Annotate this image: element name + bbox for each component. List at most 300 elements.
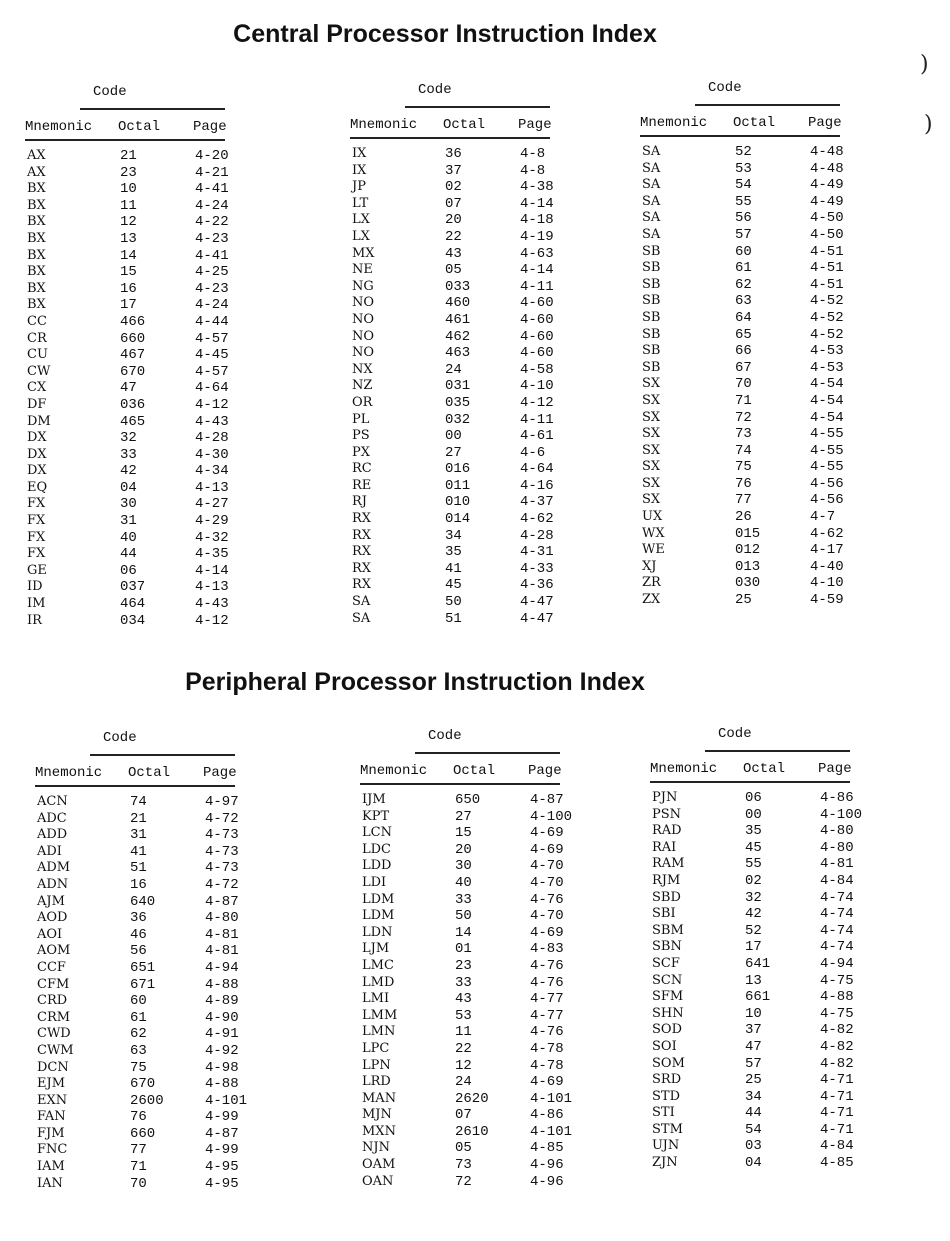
page-cell: 4-97: [205, 794, 239, 810]
page-cell: 4-88: [205, 1076, 239, 1093]
page-cell: 4-53: [810, 359, 844, 376]
mnemonic-cell: DCN: [37, 1059, 69, 1075]
mnemonic-cell: ADI: [37, 843, 62, 859]
octal-cell: 037: [120, 579, 146, 596]
page-cell: 4-55: [810, 426, 844, 443]
octal-cell: 72: [455, 1173, 472, 1190]
page-cell: 4-41: [195, 247, 229, 264]
page-cell: 4-51: [810, 260, 844, 277]
octal-cell: 15: [120, 264, 137, 281]
mnemonic-cell: STM: [652, 1121, 683, 1137]
octal-cell: 27: [455, 808, 472, 825]
mnemonic-cell: UJN: [652, 1138, 680, 1154]
octal-header: Octal: [743, 761, 786, 777]
page-cell: 4-11: [520, 278, 554, 295]
octal-cell: 73: [455, 1157, 472, 1174]
page-cell: 4-87: [530, 792, 564, 808]
page-cell: 4-86: [820, 790, 854, 806]
octal-cell: 31: [120, 513, 137, 530]
page-cell: 4-80: [820, 823, 854, 840]
mnemonic-header: Mnemonic: [640, 115, 708, 131]
mnemonic-cell: NG: [352, 278, 374, 294]
mnemonic-cell: BX: [27, 197, 46, 213]
page-cell: 4-64: [195, 380, 229, 397]
mnemonic-cell: LPN: [362, 1057, 391, 1073]
page-cell: 4-72: [205, 876, 239, 893]
octal-cell: 53: [735, 160, 752, 177]
page-cell: 4-86: [530, 1107, 564, 1124]
mnemonic-cell: IX: [352, 162, 367, 178]
peripheral-processor-title: Peripheral Processor Instruction Index: [185, 668, 645, 696]
mnemonic-cell: XJ: [642, 558, 657, 574]
octal-cell: 12: [455, 1057, 472, 1074]
page-cell: 4-6: [520, 444, 546, 461]
octal-cell: 04: [745, 1155, 762, 1172]
mnemonic-cell: AOD: [37, 910, 68, 926]
octal-cell: 460: [445, 295, 471, 312]
page-cell: 4-73: [205, 827, 239, 844]
code-header: Code: [718, 726, 752, 742]
page-cell: 4-87: [205, 1125, 239, 1142]
page-cell: 4-33: [520, 560, 554, 577]
page-cell: 4-21: [195, 164, 229, 181]
code-header: Code: [93, 84, 127, 100]
mnemonic-cell: LDC: [362, 841, 392, 857]
octal-cell: 72: [735, 409, 752, 426]
octal-cell: 42: [745, 906, 762, 923]
octal-cell: 030: [735, 575, 761, 592]
octal-cell: 31: [130, 827, 147, 844]
octal-cell: 467: [120, 347, 146, 364]
mnemonic-cell: ZX: [642, 592, 661, 608]
octal-cell: 25: [735, 592, 752, 609]
mnemonic-cell: IM: [27, 596, 46, 612]
page-cell: 4-76: [530, 891, 564, 908]
page-header: Page: [193, 119, 227, 135]
page-cell: 4-13: [195, 479, 229, 496]
page-cell: 4-95: [205, 1159, 239, 1176]
mnemonic-cell: DX: [27, 446, 47, 462]
page-cell: 4-78: [530, 1040, 564, 1057]
mnemonic-header: Mnemonic: [350, 117, 418, 133]
page-cell: 4-14: [195, 562, 229, 579]
page-cell: 4-69: [530, 1074, 564, 1091]
octal-cell: 25: [745, 1072, 762, 1089]
octal-cell: 35: [445, 544, 462, 561]
mnemonic-header: Mnemonic: [360, 763, 428, 779]
octal-cell: 04: [120, 479, 137, 496]
octal-cell: 461: [445, 311, 471, 328]
mnemonic-cell: SB: [642, 326, 661, 342]
code-header-rule: [90, 754, 235, 757]
page-cell: 4-88: [820, 989, 854, 1006]
page-cell: 4-36: [520, 577, 554, 594]
mnemonic-cell: NO: [352, 295, 375, 311]
page-cell: 4-69: [530, 841, 564, 858]
octal-header: Octal: [733, 115, 776, 131]
mnemonic-cell: FAN: [37, 1109, 66, 1125]
page-header: Page: [528, 763, 562, 779]
mnemonic-cell: CWM: [37, 1042, 74, 1058]
mnemonic-cell: SB: [642, 309, 661, 325]
octal-cell: 670: [130, 1076, 156, 1093]
page-cell: 4-69: [530, 825, 564, 842]
mnemonic-cell: LPC: [362, 1040, 390, 1056]
octal-cell: 10: [745, 1005, 762, 1022]
octal-cell: 21: [120, 148, 137, 164]
page-cell: 4-19: [520, 228, 554, 245]
mnemonic-header: Mnemonic: [650, 761, 718, 777]
mnemonic-cell: BX: [27, 297, 46, 313]
mnemonic-cell: LDN: [362, 924, 393, 940]
octal-cell: 43: [445, 245, 462, 262]
octal-cell: 17: [745, 939, 762, 956]
mnemonic-cell: SOI: [652, 1038, 677, 1054]
mnemonic-header: Mnemonic: [35, 765, 103, 781]
page-cell: 4-99: [205, 1109, 239, 1126]
mnemonic-cell: BX: [27, 264, 46, 280]
mnemonic-cell: SA: [642, 210, 661, 226]
page-cell: 4-50: [810, 210, 844, 227]
mnemonic-cell: NO: [352, 345, 375, 361]
octal-cell: 661: [745, 989, 771, 1006]
mnemonic-cell: SBM: [652, 922, 684, 938]
mnemonic-cell: SA: [642, 160, 661, 176]
page-cell: 4-76: [530, 974, 564, 991]
page-cell: 4-64: [520, 461, 554, 478]
mnemonic-cell: SX: [642, 459, 661, 475]
page-cell: 4-31: [520, 544, 554, 561]
octal-cell: 2600: [130, 1092, 164, 1109]
page-cell: 4-28: [195, 430, 229, 447]
page-cell: 4-54: [810, 392, 844, 409]
mnemonic-cell: SX: [642, 426, 661, 442]
page-cell: 4-56: [810, 492, 844, 509]
octal-cell: 75: [130, 1059, 147, 1076]
page-cell: 4-55: [810, 442, 844, 459]
octal-cell: 63: [735, 293, 752, 310]
octal-cell: 46: [130, 926, 147, 943]
page-cell: 4-63: [520, 245, 554, 262]
mnemonic-cell: CRM: [37, 1009, 71, 1025]
mnemonic-cell: RJ: [352, 494, 367, 510]
mnemonic-cell: SBN: [652, 939, 682, 955]
octal-cell: 62: [130, 1026, 147, 1043]
page-cell: 4-51: [810, 243, 844, 260]
mnemonic-cell: LX: [352, 212, 370, 228]
mnemonic-cell: AOM: [37, 943, 71, 959]
mnemonic-cell: RX: [352, 560, 372, 576]
page-cell: 4-47: [520, 610, 554, 627]
octal-cell: 06: [745, 790, 762, 806]
mnemonic-cell: RE: [352, 477, 372, 493]
page-cell: 4-83: [530, 941, 564, 958]
octal-cell: 34: [745, 1088, 762, 1105]
octal-cell: 76: [130, 1109, 147, 1126]
octal-cell: 44: [745, 1105, 762, 1122]
octal-cell: 56: [130, 943, 147, 960]
mnemonic-cell: NE: [352, 262, 373, 278]
page-cell: 4-12: [195, 612, 229, 629]
octal-cell: 53: [455, 1007, 472, 1024]
page-cell: 4-98: [205, 1059, 239, 1076]
margin-paren-mark: ): [924, 112, 933, 137]
mnemonic-cell: AX: [27, 164, 46, 180]
octal-cell: 016: [445, 461, 471, 478]
mnemonic-cell: FX: [27, 496, 46, 512]
mnemonic-cell: EXN: [37, 1092, 68, 1108]
mnemonic-header: Mnemonic: [25, 119, 93, 135]
page-cell: 4-35: [195, 546, 229, 563]
mnemonic-cell: SB: [642, 260, 661, 276]
page-cell: 4-43: [195, 413, 229, 430]
page-cell: 4-47: [520, 594, 554, 611]
octal-cell: 33: [120, 446, 137, 463]
mnemonic-cell: NX: [352, 361, 373, 377]
page-cell: 4-12: [520, 394, 554, 411]
mnemonic-cell: WX: [642, 525, 665, 541]
octal-cell: 60: [130, 993, 147, 1010]
mnemonic-cell: IX: [352, 146, 367, 161]
octal-cell: 12: [120, 214, 137, 231]
mnemonic-cell: BX: [27, 247, 46, 263]
octal-cell: 55: [745, 856, 762, 873]
mnemonic-cell: CR: [27, 330, 47, 346]
mnemonic-cell: SX: [642, 376, 661, 392]
octal-cell: 32: [745, 889, 762, 906]
octal-cell: 67: [735, 359, 752, 376]
page-cell: 4-57: [195, 363, 229, 380]
page-cell: 4-96: [530, 1173, 564, 1190]
page-cell: 4-12: [195, 396, 229, 413]
page-header: Page: [203, 765, 237, 781]
octal-cell: 06: [120, 562, 137, 579]
octal-cell: 54: [735, 177, 752, 194]
octal-cell: 11: [455, 1024, 472, 1041]
octal-cell: 14: [455, 924, 472, 941]
octal-cell: 01: [455, 941, 472, 958]
octal-cell: 15: [455, 825, 472, 842]
octal-cell: 465: [120, 413, 146, 430]
page-cell: 4-62: [520, 511, 554, 528]
octal-cell: 57: [745, 1055, 762, 1072]
octal-cell: 035: [445, 394, 471, 411]
octal-cell: 41: [130, 843, 147, 860]
central-processor-title: Central Processor Instruction Index: [233, 20, 657, 48]
page-cell: 4-81: [205, 926, 239, 943]
mnemonic-cell: MAN: [362, 1090, 397, 1106]
mnemonic-cell: FX: [27, 546, 46, 562]
page-cell: 4-11: [520, 411, 554, 428]
page-cell: 4-70: [530, 874, 564, 891]
page-cell: 4-62: [810, 525, 844, 542]
octal-cell: 24: [455, 1074, 472, 1091]
page-cell: 4-101: [205, 1092, 248, 1109]
octal-cell: 21: [130, 810, 147, 827]
page-cell: 4-77: [530, 1007, 564, 1024]
octal-cell: 34: [445, 527, 462, 544]
page-cell: 4-38: [520, 179, 554, 196]
mnemonic-cell: OAN: [362, 1173, 394, 1189]
page-cell: 4-60: [520, 345, 554, 362]
mnemonic-cell: LDI: [362, 874, 387, 890]
mnemonic-cell: AJM: [37, 893, 65, 909]
page-cell: 4-51: [810, 276, 844, 293]
mnemonic-cell: NJN: [362, 1140, 390, 1156]
page-cell: 4-59: [810, 592, 844, 609]
mnemonic-cell: LX: [352, 228, 370, 244]
mnemonic-cell: ID: [27, 579, 43, 595]
mnemonic-cell: SBI: [652, 906, 676, 922]
mnemonic-cell: LMI: [362, 991, 390, 1007]
mnemonic-cell: PS: [352, 428, 370, 444]
octal-cell: 464: [120, 596, 146, 613]
octal-cell: 77: [130, 1142, 147, 1159]
octal-cell: 36: [130, 910, 147, 927]
page-cell: 4-14: [520, 195, 554, 212]
page-cell: 4-17: [810, 542, 844, 559]
octal-cell: 74: [130, 794, 147, 810]
mnemonic-cell: SCF: [652, 955, 680, 971]
octal-cell: 033: [445, 278, 471, 295]
page-cell: 4-48: [810, 160, 844, 177]
octal-cell: 14: [120, 247, 137, 264]
code-header: Code: [418, 82, 452, 98]
mnemonic-cell: SB: [642, 293, 661, 309]
octal-cell: 45: [745, 839, 762, 856]
mnemonic-cell: LMD: [362, 974, 395, 990]
mnemonic-cell: EQ: [27, 479, 48, 495]
mnemonic-cell: STD: [652, 1088, 680, 1104]
page-cell: 4-84: [820, 872, 854, 889]
mnemonic-cell: SCN: [652, 972, 683, 988]
mnemonic-cell: ADM: [37, 860, 71, 876]
octal-cell: 62: [735, 276, 752, 293]
octal-cell: 60: [735, 243, 752, 260]
mnemonic-cell: CU: [27, 347, 48, 363]
mnemonic-cell: LT: [352, 195, 369, 211]
octal-cell: 03: [745, 1138, 762, 1155]
mnemonic-cell: DF: [27, 396, 47, 412]
page-cell: 4-74: [820, 889, 854, 906]
mnemonic-cell: SFM: [652, 989, 684, 1005]
octal-cell: 22: [445, 228, 462, 245]
page-cell: 4-100: [530, 808, 573, 825]
mnemonic-cell: BX: [27, 280, 46, 296]
page-cell: 4-101: [530, 1123, 573, 1140]
page-cell: 4-88: [205, 976, 239, 993]
mnemonic-cell: SB: [642, 343, 661, 359]
octal-cell: 034: [120, 612, 146, 629]
column-header-rule: [350, 137, 550, 140]
page-cell: 4-89: [205, 993, 239, 1010]
mnemonic-cell: RAD: [652, 823, 682, 839]
mnemonic-cell: LMC: [362, 957, 394, 973]
mnemonic-cell: NO: [352, 311, 375, 327]
mnemonic-cell: DX: [27, 430, 47, 446]
mnemonic-cell: SOM: [652, 1055, 685, 1071]
code-header-rule: [415, 752, 560, 755]
page-cell: 4-16: [520, 477, 554, 494]
octal-cell: 032: [445, 411, 471, 428]
octal-cell: 44: [120, 546, 137, 563]
octal-cell: 23: [455, 957, 472, 974]
mnemonic-cell: ADN: [37, 876, 69, 892]
octal-cell: 40: [120, 529, 137, 546]
octal-cell: 10: [120, 181, 137, 198]
octal-cell: 37: [445, 162, 462, 179]
octal-cell: 71: [735, 392, 752, 409]
octal-cell: 35: [745, 823, 762, 840]
octal-cell: 015: [735, 525, 761, 542]
mnemonic-cell: MXN: [362, 1123, 396, 1139]
mnemonic-cell: RAM: [652, 856, 685, 872]
column-header-rule: [25, 139, 225, 142]
mnemonic-cell: RX: [352, 511, 372, 527]
page-cell: 4-78: [530, 1057, 564, 1074]
octal-cell: 52: [745, 922, 762, 939]
page-cell: 4-27: [195, 496, 229, 513]
octal-cell: 05: [455, 1140, 472, 1157]
mnemonic-cell: SB: [642, 276, 661, 292]
mnemonic-cell: LMM: [362, 1007, 398, 1023]
octal-cell: 11: [120, 197, 137, 214]
mnemonic-cell: LRD: [362, 1074, 391, 1090]
page-cell: 4-73: [205, 860, 239, 877]
octal-cell: 57: [735, 226, 752, 243]
mnemonic-cell: FX: [27, 513, 46, 529]
mnemonic-cell: DX: [27, 463, 47, 479]
page-cell: 4-92: [205, 1042, 239, 1059]
page-cell: 4-52: [810, 309, 844, 326]
page-cell: 4-24: [195, 197, 229, 214]
page-cell: 4-70: [530, 908, 564, 925]
mnemonic-cell: GE: [27, 562, 47, 578]
mnemonic-cell: ADD: [37, 827, 68, 843]
page-cell: 4-74: [820, 922, 854, 939]
octal-cell: 27: [445, 444, 462, 461]
mnemonic-cell: PX: [352, 444, 371, 460]
page-cell: 4-43: [195, 596, 229, 613]
page-cell: 4-56: [810, 475, 844, 492]
octal-cell: 43: [455, 991, 472, 1008]
page-cell: 4-99: [205, 1142, 239, 1159]
octal-cell: 650: [455, 792, 481, 808]
page-cell: 4-29: [195, 513, 229, 530]
page-cell: 4-25: [195, 264, 229, 281]
page-cell: 4-75: [820, 972, 854, 989]
octal-cell: 65: [735, 326, 752, 343]
octal-cell: 012: [735, 542, 761, 559]
mnemonic-cell: MX: [352, 245, 375, 261]
mnemonic-cell: CX: [27, 380, 47, 396]
code-header: Code: [428, 728, 462, 744]
octal-cell: 13: [745, 972, 762, 989]
mnemonic-cell: SA: [642, 226, 661, 242]
page-cell: 4-8: [520, 146, 546, 162]
page-cell: 4-24: [195, 297, 229, 314]
octal-cell: 036: [120, 396, 146, 413]
mnemonic-cell: AX: [27, 148, 46, 163]
page-cell: 4-101: [530, 1090, 573, 1107]
octal-cell: 24: [445, 361, 462, 378]
page-cell: 4-23: [195, 280, 229, 297]
page-cell: 4-76: [530, 957, 564, 974]
page-cell: 4-72: [205, 810, 239, 827]
mnemonic-cell: LCN: [362, 825, 392, 841]
octal-cell: 55: [735, 193, 752, 210]
mnemonic-cell: CW: [27, 363, 51, 379]
